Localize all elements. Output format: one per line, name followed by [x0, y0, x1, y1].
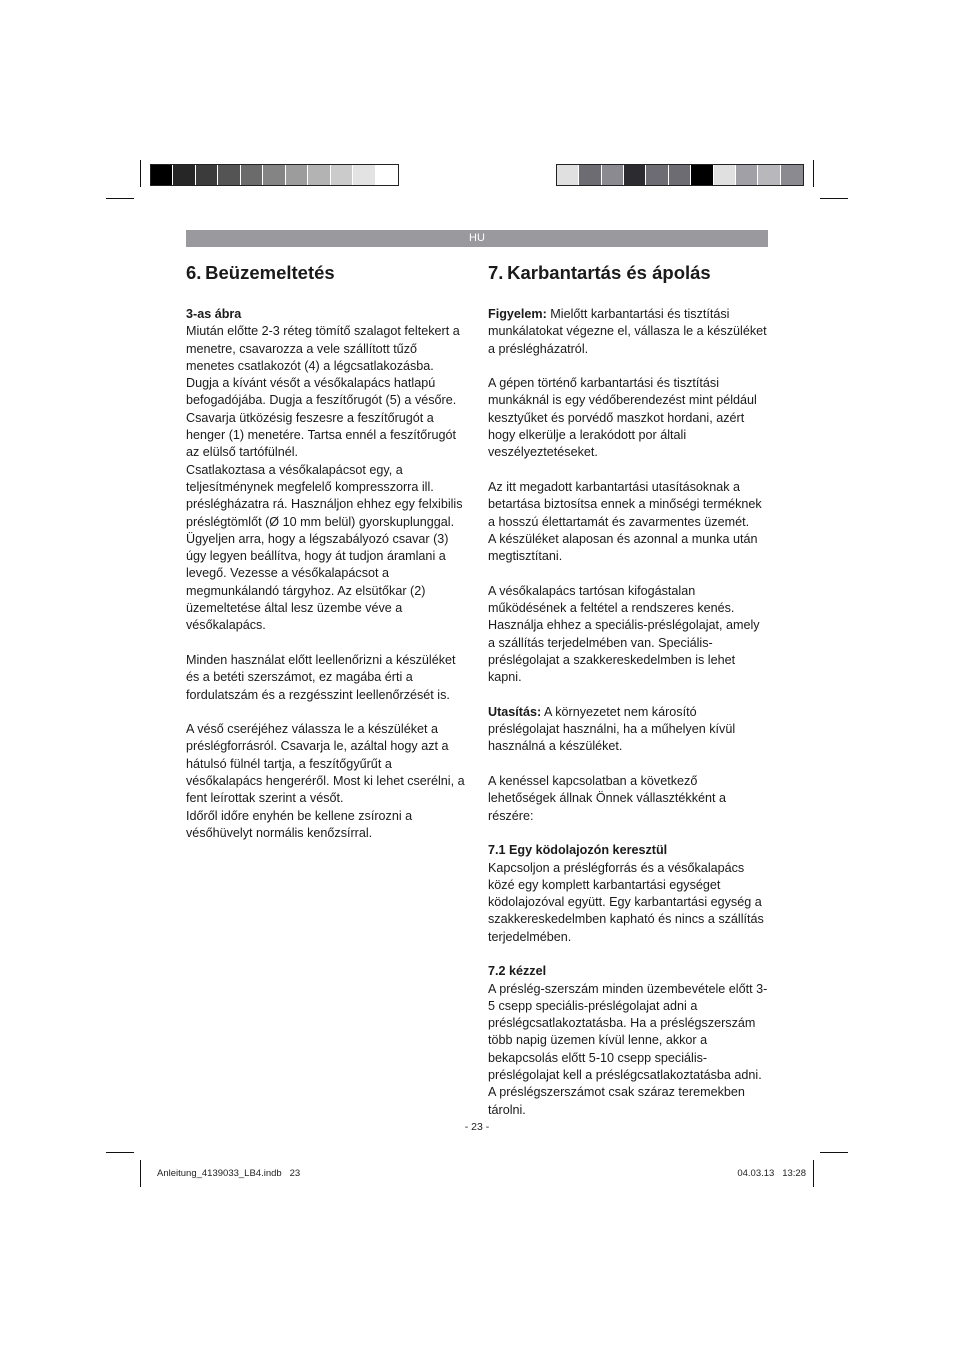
paragraph: A véső cseréjéhez válassza le a készüléket a préslégforrásról. Csavarja le, azáltal hogy azt a hátulsó fülnél tartja, a feszítőgyűrűt a vésőkalapács hengeréről. Most ki lehet cserélni, a fent leírottak szerint a vésőt. [186, 722, 465, 806]
color-swatch [602, 165, 624, 185]
footer-date: 04.03.13 13:28 [737, 1168, 806, 1179]
color-swatch [173, 165, 195, 185]
section-7-title: 7. Karbantartás és ápolás [488, 262, 711, 283]
color-swatch [286, 165, 308, 185]
language-label: HU [469, 232, 485, 244]
color-swatch [736, 165, 758, 185]
attention-text: Mielőtt karbantartási és tisztítási munkálatokat végezne el, vállasza le a készüléket a préslégházatról. [488, 307, 767, 356]
subsection-7-2-title: 7.2 kézzel [488, 964, 547, 979]
color-swatch [691, 165, 713, 185]
color-swatch [646, 165, 668, 185]
attention-label: Figyelem: [488, 307, 547, 321]
paragraph: Minden használat előtt leellenőrizni a készüléket és a betéti szerszámot, ez magába érti a fordulatszám és a rezgésszint leellenőrzését is. [186, 652, 456, 702]
crop-mark [140, 1160, 141, 1187]
color-swatch [331, 165, 353, 185]
language-bar [186, 230, 768, 247]
crop-mark [813, 1160, 814, 1187]
page-number: - 23 - [464, 1121, 490, 1133]
color-bar-left [150, 164, 399, 186]
attention-paragraph [488, 306, 768, 358]
color-swatch [263, 165, 285, 185]
crop-mark [106, 1152, 134, 1153]
color-swatch [376, 165, 398, 185]
figure-ref-heading: 3-as ábra [186, 307, 242, 321]
paragraph: Az itt megadott karbantartási utasításoknak a betartása biztosítsa ennek a minőségi terméknek a hosszú élettartamát és zavarmentes üzemét. [488, 479, 762, 529]
crop-mark [813, 160, 814, 187]
instruction-paragraph [488, 704, 768, 756]
color-swatch [308, 165, 330, 185]
footer-file-info: Anleitung_4139033_LB4.indb 23 [157, 1168, 301, 1179]
color-swatch [151, 165, 173, 185]
color-swatch [218, 165, 240, 185]
paragraph: A vésőkalapács tartósan kifogástalan működésének a feltétel a rendszeres kenés. Használja ehhez a speciális-préslégolajat, amely a szállítás terjedelmében van. Speciális-préslégolajat a szakkereskedelmben is lehet kapni. [488, 583, 760, 685]
color-swatch [353, 165, 375, 185]
instruction-text: A környezetet nem károsító préslégolajat használni, ha a műhelyen kívül használná a készüléket. [488, 704, 736, 754]
subsection-7-1-title: 7.1 Egy ködolajozón keresztül [488, 843, 668, 858]
color-swatch [758, 165, 780, 185]
paragraph: Miután előtte 2-3 réteg tömítő szalagot feltekert a menetre, csavarozza a vele szállított tűző menetes csatlakozót (4) a légcsatlakozásba. Dugja a kívánt vésőt a vésőkalapács hatlapú befogadójába. Dugja a feszítőrugót (5) a vésőre. Csavarja ütközésig feszesre a feszítőrugót a henger (1) menetére. Tartsa ennél a feszítőrugót az elülső tartófülnél. [186, 324, 460, 460]
color-swatch [196, 165, 218, 185]
paragraph: A préslég-szerszám minden üzembevétele előtt 3-5 csepp speciális-préslégolajat adni a préslégcsatlakoztatásba. Ha a préslégszerszám több napig üzemen kívül lenne, akkor a bekapcsolás előtt 5-10 csepp speciális-préslégolajat kell a préslégcsatlakoztatásba adni. A préslégszerszámot csak száraz teremekben tárolni. [488, 981, 768, 1117]
paragraph: A készüléket alaposan és azonnal a munka után megtisztítani. [488, 531, 758, 564]
color-swatch [557, 165, 579, 185]
crop-mark [820, 1152, 848, 1153]
paragraph: Kapcsoljon a préslégforrás és a vésőkalapács közé egy komplett karbantartási egységet ködolajozóval együtt. Egy karbantartási egység a szakkereskedelmben kapható és nincs a szállítás terjedelmében. [488, 860, 764, 944]
color-swatch [714, 165, 736, 185]
paragraph: A kenéssel kapcsolatban a következő lehetőségek állnak Önnek vállasztékként a részére: [488, 774, 727, 823]
section-6-title: 6. Beüzemeltetés [186, 262, 335, 283]
left-column [186, 261, 466, 842]
crop-mark [820, 198, 848, 199]
color-swatch [579, 165, 601, 185]
color-bar-right [556, 164, 804, 186]
crop-mark [140, 160, 141, 187]
crop-mark [106, 198, 134, 199]
instruction-label: Utasítás: [488, 704, 542, 719]
paragraph: A gépen történő karbantartási és tisztítási munkáknál is egy védőberendezést mint például kesztyűket és porvédő maszkot hordani, azért hogy elkerülje a lerakódott por általi veszélyeztetéseket. [488, 376, 757, 460]
color-swatch [781, 165, 803, 185]
paragraph: Időről időre enyhén be kellene zsírozni a vésőhüvelyt normális kenőzsírral. [186, 808, 413, 840]
paragraph: Csatlakoztasa a vésőkalapácsot egy, a teljesítménynek megfelelő kompresszorra ill. préslégházatra rá. Használjon ehhez egy felxibilis préslégtömlőt (Ø 10 mm belül) gyorskuplunggal. Ügyeljen arra, hogy a légszabályozó csavar (3) úgy legyen beállítva, hogy át tudjon áramlani a levegő. Vezesse a vésőkalapácsot a megmunkálandó tárgyhoz. Az elsütőkar (2) üzemeltetése által lesz üzembe véve a vésőkalapács. [186, 462, 463, 633]
color-swatch [241, 165, 263, 185]
color-swatch [624, 165, 646, 185]
right-column [488, 261, 768, 1119]
color-swatch [669, 165, 691, 185]
